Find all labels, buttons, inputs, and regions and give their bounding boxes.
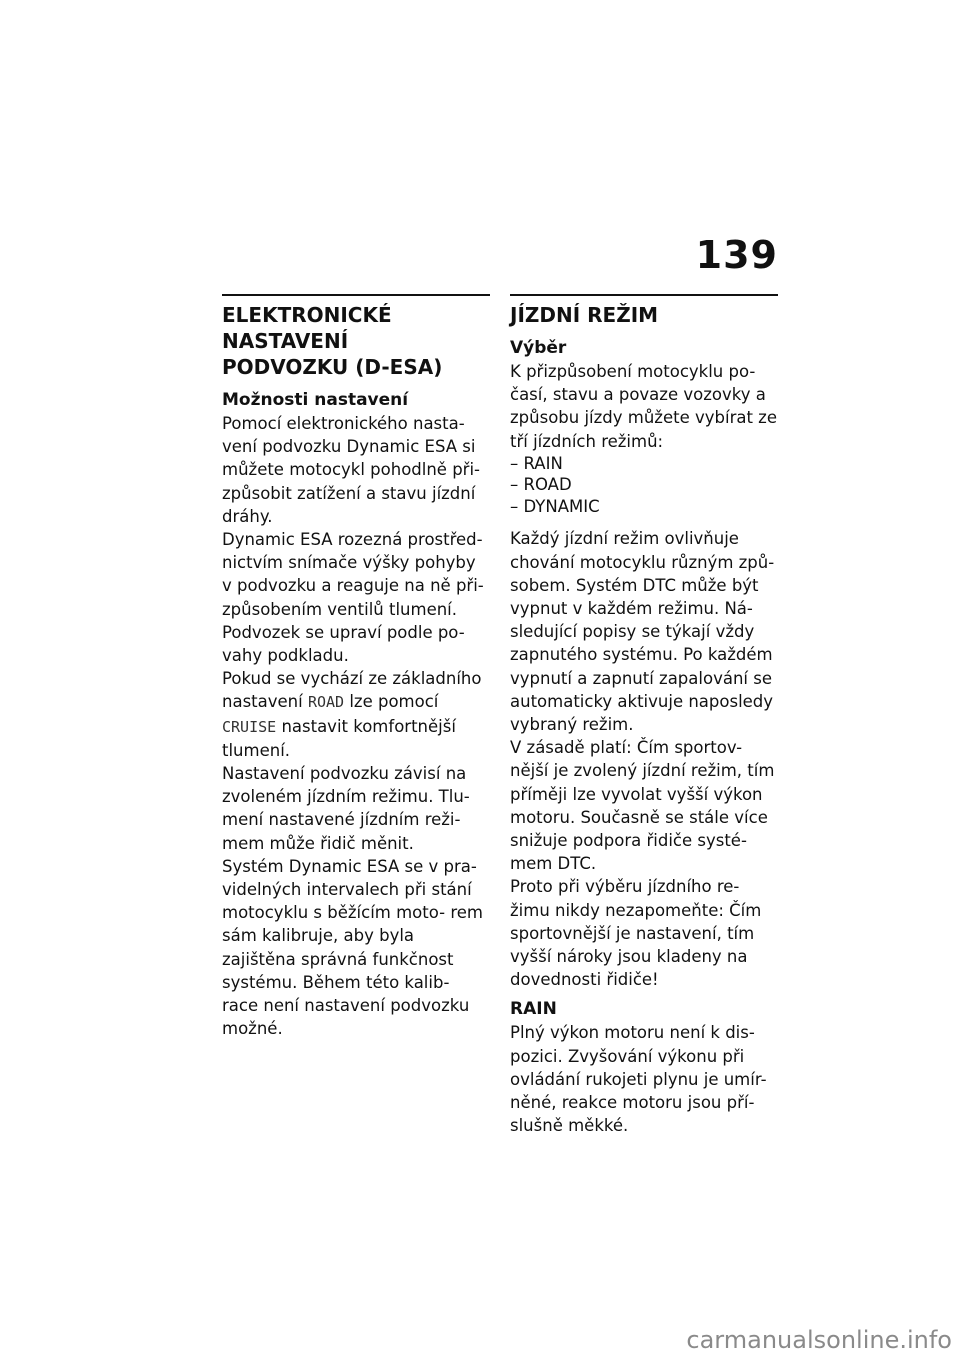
paragraph: Nastavení podvozku závisí na zvoleném jízdním režimu. Tlu- mení nastavené jízdním reži- mem může řidič měnit. [222,764,470,853]
paragraph: Každý jízdní režim ovlivňuje chování motocyklu různým způ- sobem. Systém DTC může být vypnut v každém režimu. Ná- sledující popisy se týkají vždy zapnutého systému. Po každém vypnutí a zapnutí zapalování se automaticky aktivuje naposledy vybraný režim. [510,529,775,734]
section-rule [510,294,778,296]
paragraph: K přizpůsobení motocyklu po- časí, stavu a povaze vozovky a způsobu jízdy můžete vybírat ze tří jízdních režimů: [510,362,777,451]
section-heading-d-esa [222,302,490,380]
paragraph: Systém Dynamic ESA se v pra- videlných intervalech při stání motocyklu s běžícím moto- rem sám kalibruje, aby byla zajištěna správná funkčnost systému. Během této kalib- race není nastavení podvozku možné. [222,856,483,1039]
code-road: ROAD [307,693,345,712]
list-item: – RAIN [510,453,563,473]
heading-line-1: ELEKTRONICKÉ NASTAVENÍ [222,303,392,353]
section-rule [222,294,490,296]
code-cruise: CRUISE [222,717,277,736]
paragraph-with-codes [222,667,490,762]
subheading-rain: RAIN [510,999,557,1020]
mode-list [510,453,778,518]
left-column [222,294,490,1040]
paragraph: Pomocí elektronického nasta- vení podvozku Dynamic ESA si můžete motocykl pohodlně při- způsobit zatížení a stavu jízdní dráhy. [222,414,480,526]
subheading-settings: Možnosti nastavení [222,390,409,410]
section-heading-riding-mode: JÍZDNÍ REŽIM [510,303,659,327]
page-number: 139 [695,233,778,277]
subheading-selection: Výběr [510,338,567,358]
text-fragment: lze pomocí [349,692,439,712]
spacer [510,517,778,527]
text-fragment: Pokud se vychází ze základního nastavení [222,669,482,712]
paragraph: Dynamic ESA rozezná prostřed- nictvím snímače výšky pohyby v podvozku a reaguje na ně při- způsobením ventilů tlumení. Podvozek se upraví podle po- vahy podkladu. [222,530,484,666]
right-column [510,294,778,1137]
heading-line-2: PODVOZKU (D-ESA) [222,355,443,379]
paragraph: Proto při výběru jízdního re- žimu nikdy nezapomeňte: Čím sportovnější je nastavení, tím vyšší nároky jsou kladeny na dovednosti řidiče! [510,877,762,990]
paragraph: Plný výkon motoru není k dis- pozici. Zvyšování výkonu při ovládání rukojeti plynu je umír- něné, reakce motoru jsou pří- slušně měkké. [510,1023,767,1136]
list-item: – DYNAMIC [510,496,600,516]
list-item: – ROAD [510,475,572,495]
text-fragment: nastavit komfortnější tlumení. [222,716,456,760]
watermark: carmanualsonline.info [686,1326,952,1354]
paragraph: V zásadě platí: Čím sportov- nější je zvolený jízdní režim, tím příměji lze vyvolat vyšší výkon motoru. Současně se stále více snižuje podpora řidiče systé- mem DTC. [510,738,775,874]
